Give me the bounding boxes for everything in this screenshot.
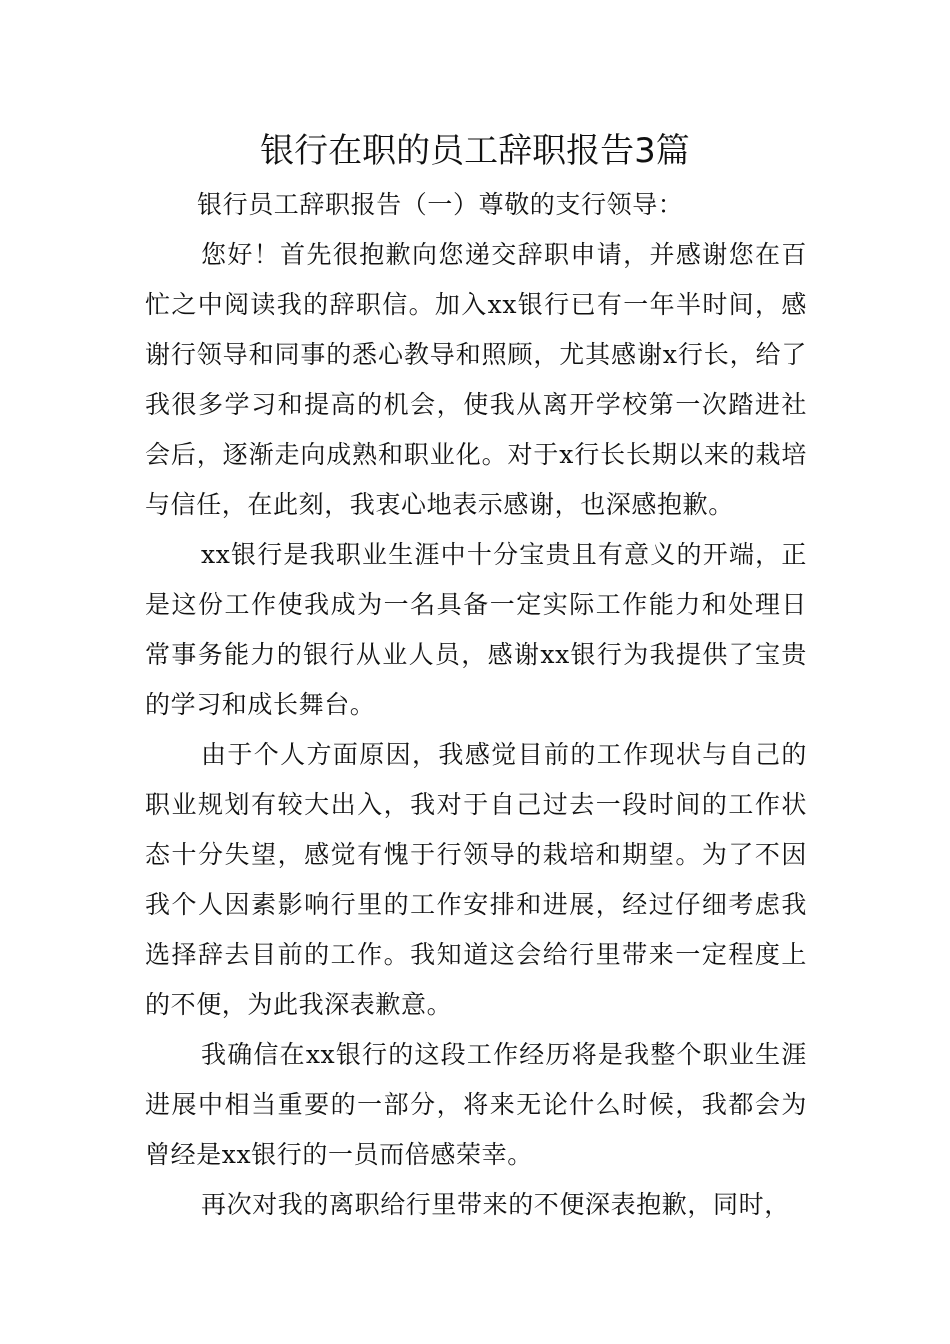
paragraph-5: 再次对我的离职给行里带来的不便深表抱歉，同时，	[201, 1190, 790, 1219]
document-body	[145, 180, 807, 1230]
paragraph-salutation: 银行员工辞职报告（一）尊敬的支行领导：	[197, 190, 684, 219]
paragraph-2: xx银行是我职业生涯中十分宝贵且有意义的开端，正是这份工作使我成为一名具备一定实际工作能力和处理日常事务能力的银行从业人员，感谢xx银行为我提供了宝贵的学习和成长舞台。	[145, 540, 807, 719]
paragraph-1: 您好！首先很抱歉向您递交辞职申请，并感谢您在百忙之中阅读我的辞职信。加入xx银行已有一年半时间，感谢行领导和同事的悉心教导和照顾，尤其感谢x行长，给了我很多学习和提高的机会，使我从离开学校第一次踏进社会后，逐渐走向成熟和职业化。对于x行长长期以来的栽培与信任，在此刻，我衷心地表示感谢，也深感抱歉。	[145, 240, 807, 519]
document-title: 银行在职的员工辞职报告3篇	[260, 131, 690, 171]
paragraph-3: 由于个人方面原因，我感觉目前的工作现状与自己的职业规划有较大出入，我对于自己过去一段时间的工作状态十分失望，感觉有愧于行领导的栽培和期望。为了不因我个人因素影响行里的工作安排和进展，经过仔细考虑我选择辞去目前的工作。我知道这会给行里带来一定程度上的不便，为此我深表歉意。	[145, 740, 807, 1019]
paragraph-4: 我确信在xx银行的这段工作经历将是我整个职业生涯进展中相当重要的一部分，将来无论什么时候，我都会为曾经是xx银行的一员而倍感荣幸。	[145, 1040, 807, 1169]
